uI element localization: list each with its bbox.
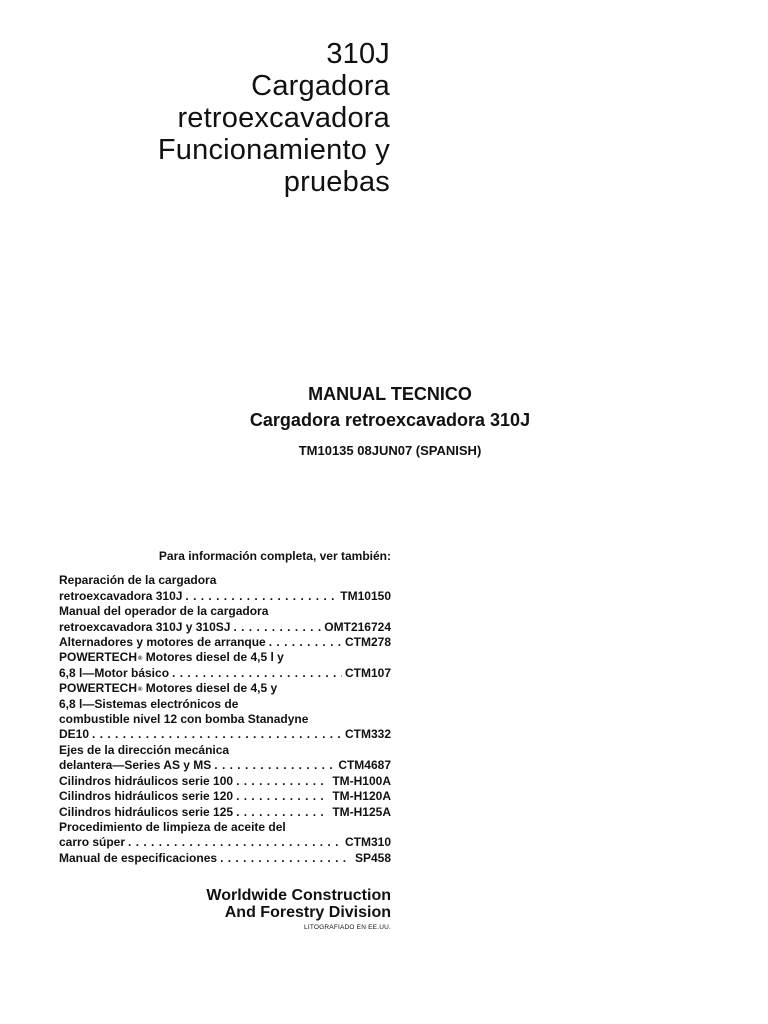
reference-text: combustible nivel 12 con bomba Stanadyne: [59, 712, 309, 727]
reference-line: [59, 851, 391, 866]
dot-leader: [214, 758, 335, 773]
registered-mark: ®: [138, 687, 143, 694]
reference-entry: [59, 604, 391, 635]
reference-code: TM-H125A: [332, 804, 391, 819]
reference-entry: [59, 635, 391, 650]
reference-title: DE10: [59, 727, 90, 742]
document-title: [30, 38, 390, 198]
reference-title: carro súper: [59, 835, 126, 850]
dot-leader: [172, 666, 342, 681]
manual-identification: [190, 381, 590, 458]
reference-code: CTM310: [344, 835, 391, 850]
reference-code: CTM107: [344, 665, 391, 680]
reference-line: [59, 727, 391, 742]
reference-text: Procedimiento de limpieza de aceite del: [59, 819, 286, 834]
reference-entry: [59, 820, 391, 851]
reference-entry: [59, 774, 391, 789]
reference-line: [59, 835, 391, 850]
reference-title: Manual de especificaciones: [59, 850, 218, 865]
reference-text: [59, 681, 391, 696]
reference-line: [59, 789, 391, 804]
reference-line: [59, 666, 391, 681]
division-footer: [91, 887, 391, 931]
reference-line: [59, 620, 391, 635]
reference-text-rest: Motores diesel de 4,5 l y: [145, 650, 284, 665]
dot-leader: [128, 835, 342, 850]
division-name-line2: And Forestry Division: [224, 904, 391, 921]
reference-title: retroexcavadora 310J: [59, 588, 183, 603]
printed-in-note: LITOGRAFIADO EN EE.UU.: [304, 924, 391, 931]
dot-leader: [236, 805, 329, 820]
brand-name: POWERTECH: [59, 650, 137, 665]
dot-leader: [185, 589, 337, 604]
title-line-machine: Cargadora: [251, 70, 390, 102]
dot-leader: [269, 635, 342, 650]
title-line-machine-type: retroexcavadora: [177, 102, 390, 134]
reference-text: Reparación de la cargadora: [59, 573, 217, 588]
reference-text: 6,8 l—Sistemas electrónicos de: [59, 696, 239, 711]
reference-code: OMT216724: [324, 619, 391, 634]
reference-title: Cilindros hidráulicos serie 125: [59, 804, 234, 819]
title-line-topic: Funcionamiento y: [157, 134, 390, 166]
registered-mark: ®: [138, 656, 143, 663]
reference-text: [59, 650, 391, 665]
division-name-line1: Worldwide Construction: [206, 887, 391, 904]
title-line-topic-cont: pruebas: [283, 166, 390, 198]
reference-entry: [59, 743, 391, 774]
reference-code: TM-H100A: [332, 773, 391, 788]
reference-code: CTM332: [344, 727, 391, 742]
reference-title: 6,8 l—Motor básico: [59, 665, 170, 680]
reference-entry: [59, 573, 391, 604]
reference-line: [59, 805, 391, 820]
reference-text-rest: Motores diesel de 4,5 y: [145, 681, 278, 696]
reference-line: [59, 758, 391, 773]
manual-code: TM10135 08JUN07 (SPANISH): [298, 443, 482, 458]
reference-line: [59, 635, 391, 650]
reference-title: Alternadores y motores de arranque: [59, 635, 266, 650]
dot-leader: [233, 620, 321, 635]
reference-title: retroexcavadora 310J y 310SJ: [59, 619, 231, 634]
reference-code: CTM4687: [338, 758, 391, 773]
reference-title: Cilindros hidráulicos serie 120: [59, 789, 234, 804]
reference-line: [59, 589, 391, 604]
reference-entry: [59, 805, 391, 820]
reference-title: delantera—Series AS y MS: [59, 758, 212, 773]
dot-leader: [92, 727, 342, 742]
reference-line: [59, 774, 391, 789]
dot-leader: [236, 774, 329, 789]
manual-subheading: Cargadora retroexcavadora 310J: [249, 410, 531, 430]
related-manuals-intro: Para información completa, ver también:: [158, 549, 391, 563]
related-manuals-list: [59, 549, 391, 866]
dot-leader: [220, 851, 348, 866]
reference-code: CTM278: [344, 635, 391, 650]
brand-name: POWERTECH: [59, 681, 137, 696]
reference-entry: [59, 789, 391, 804]
reference-text: Manual del operador de la cargadora: [59, 604, 269, 619]
reference-code: TM-H120A: [332, 789, 391, 804]
dot-leader: [236, 789, 329, 804]
reference-entry: [59, 681, 391, 743]
manual-heading: MANUAL TECNICO: [308, 384, 472, 404]
reference-entry: [59, 851, 391, 866]
title-line-model: 310J: [326, 38, 390, 70]
reference-title: Cilindros hidráulicos serie 100: [59, 773, 234, 788]
reference-entry: [59, 650, 391, 681]
reference-code: SP458: [354, 850, 391, 865]
reference-text: Ejes de la dirección mecánica: [59, 742, 230, 757]
reference-code: TM10150: [340, 588, 391, 603]
